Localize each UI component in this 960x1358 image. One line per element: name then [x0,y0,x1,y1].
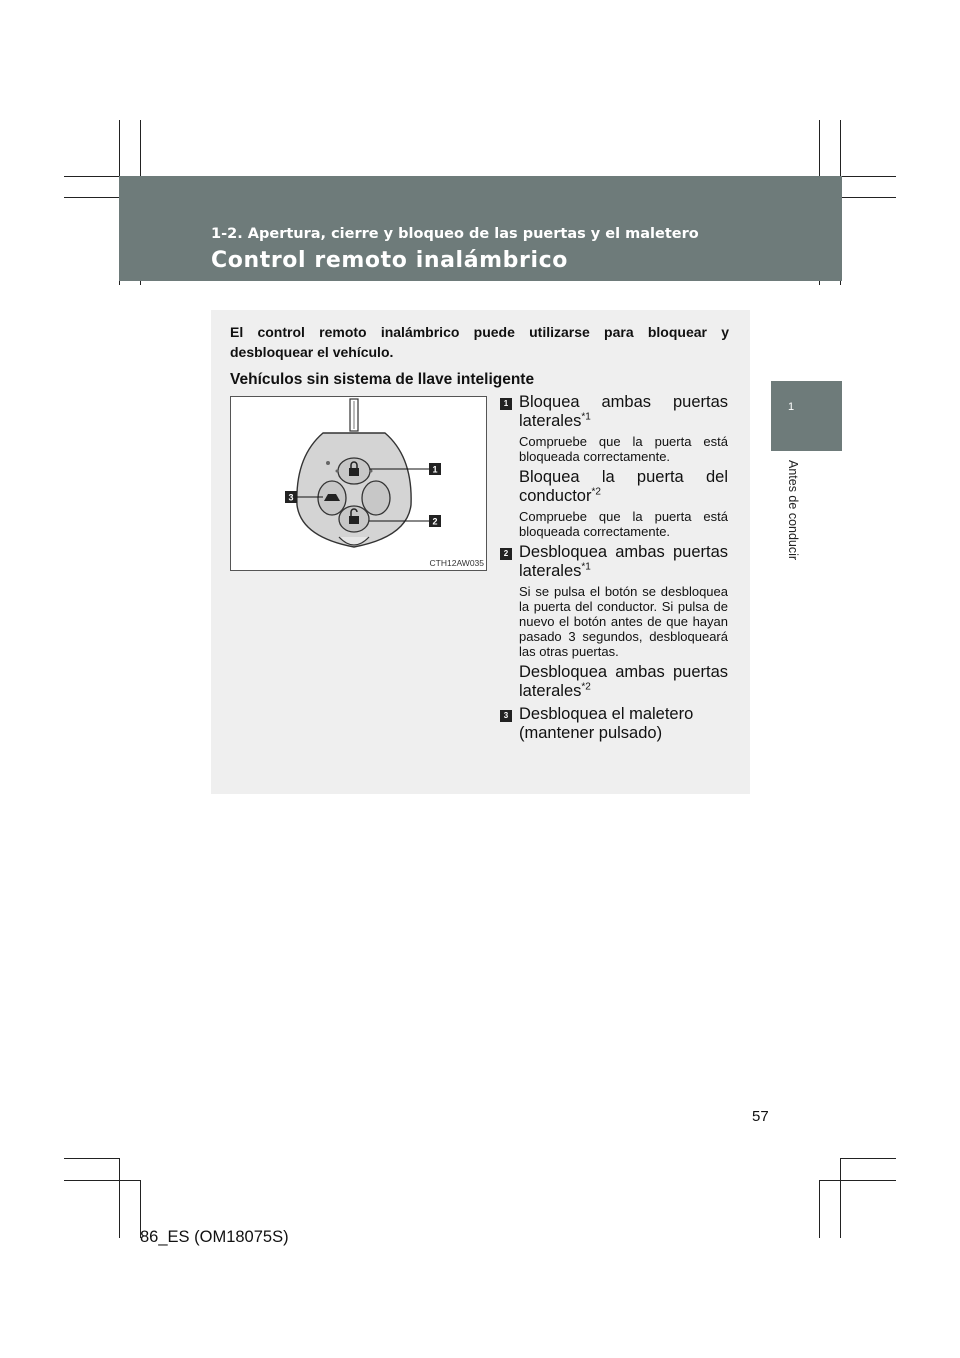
section-title: 1-2. Apertura, cierre y bloqueo de las puertas y el maletero [211,226,699,242]
chapter-number: 1 [787,401,795,413]
item-title: Bloquea ambas puertas laterales$^{*1}$ [519,393,728,430]
item-badge: 1 [500,398,512,410]
crop-mark [64,1180,141,1181]
callout-1-label: 1 [432,464,438,475]
footer-code: 86_ES (OM18075S) [140,1228,289,1246]
figure-code: CTH12AW035 [429,558,484,568]
content-box [211,310,750,794]
page-title: Control remoto inalámbrico [211,248,568,273]
remote-key-illustration [231,397,486,570]
list-item [500,663,728,701]
remote-key-figure [230,396,487,571]
item-title: Desbloquea el maletero (mantener pulsado) [519,705,694,742]
crop-mark [819,1180,820,1238]
chapter-tab[interactable] [771,381,842,451]
chapter-label-text: Antes de conducir [786,460,800,561]
item-title: Desbloquea ambas puertas laterales$^{*1}$ [519,543,728,580]
crop-mark [64,1158,120,1159]
chapter-label [773,460,813,610]
item-title: Bloquea la puerta del conductor$^{*2}$ [519,468,728,505]
item-note: Si se pulsa el botón se desbloquea la puerta del conductor. Si pulsa de nuevo el botón antes de que hayan pasado 3 segundos, desbloqueará las otras puertas. [519,584,728,659]
item-badge: 3 [500,710,512,722]
list-item [500,705,728,743]
list-item [500,393,728,464]
crop-mark [819,1180,896,1181]
list-item [500,543,728,659]
item-title: Desbloquea ambas puertas laterales$^{*2}$ [519,663,728,700]
callout-2-label: 2 [432,516,438,527]
intro-text: El control remoto inalámbrico puede utilizarse para bloquear y desbloquear el vehículo. [230,324,729,360]
crop-mark [840,1158,841,1238]
function-list [500,393,728,747]
crop-mark [840,1158,896,1159]
item-badge: 2 [500,548,512,560]
page-number: 57 [752,1108,769,1125]
subheading: Vehículos sin sistema de llave inteligente [230,371,535,388]
crop-mark [119,1158,120,1238]
item-note: Compruebe que la puerta está bloqueada correctamente. [519,509,728,539]
item-note: Compruebe que la puerta está bloqueada correctamente. [519,434,728,464]
list-item [500,468,728,539]
callout-3-label: 3 [288,492,294,503]
